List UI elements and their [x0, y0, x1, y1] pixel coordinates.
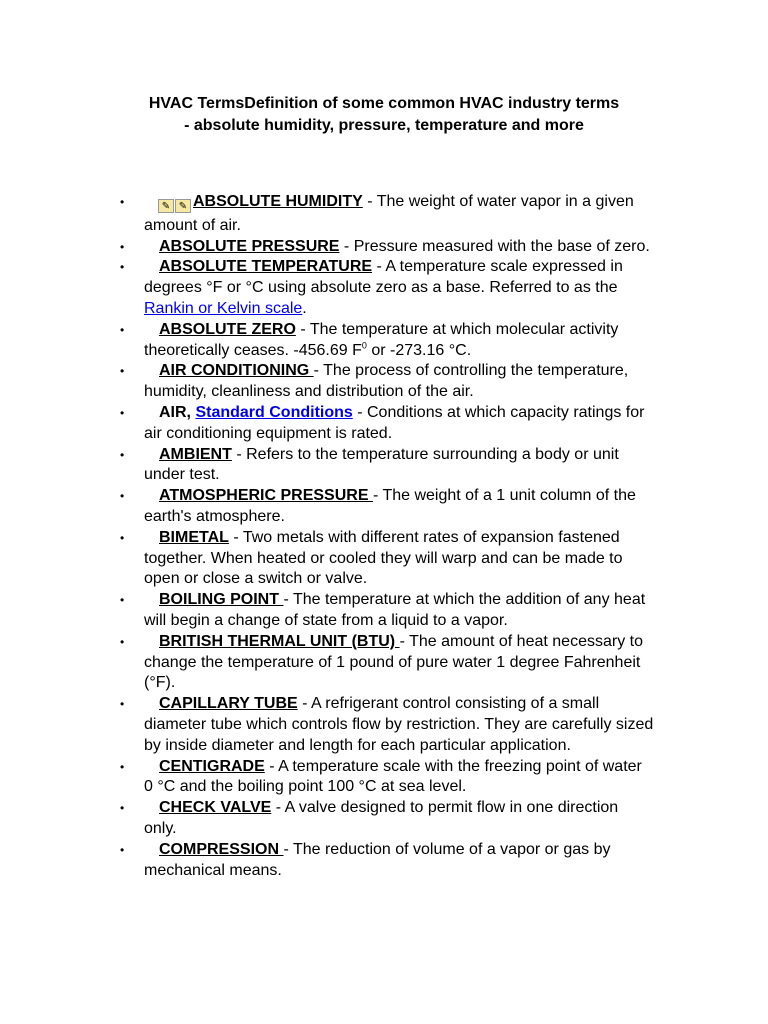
- list-item: [120, 257, 654, 319]
- list-item: [120, 632, 654, 694]
- bullet-icon: •: [120, 842, 125, 857]
- bullet-icon: •: [120, 195, 125, 209]
- bullet-icon: •: [120, 697, 125, 712]
- term-label: ATMOSPHERIC PRESSURE: [159, 487, 373, 505]
- term-definition: - The temperature at which molecular activity theoretically ceases. -456.69 F: [144, 320, 619, 359]
- list-item: [120, 361, 654, 403]
- term-label: ABSOLUTE PRESSURE: [159, 237, 340, 255]
- term-label: AMBIENT: [159, 445, 232, 463]
- bullet-icon: •: [120, 530, 125, 545]
- term-label: ABSOLUTE HUMIDITY: [193, 193, 363, 210]
- title-line-1: HVAC TermsDefinition of some common HVAC industry terms: [148, 95, 620, 112]
- superscript: 0: [361, 340, 367, 351]
- list-item: [120, 237, 654, 258]
- list-item: [120, 320, 654, 362]
- bullet-icon: •: [120, 801, 125, 816]
- term-label: CAPILLARY TUBE: [159, 695, 298, 713]
- term-definition: - A temperature scale expressed in degrees °F or °C using absolute zero as a base. Referred to as the: [144, 258, 623, 297]
- term-definition: - The weight of a 1 unit column of the earth's atmosphere.: [144, 487, 636, 525]
- list-item: [120, 486, 654, 528]
- term-label: BOILING POINT: [159, 591, 284, 609]
- term-definition: - Two metals with different rates of expansion fastened together. When heated or cooled they will warp and can be made to open or close a switch or valve.: [144, 528, 623, 588]
- list-item: [120, 757, 654, 799]
- term-definition: - The temperature at which the addition of any heat will begin a change of state from a liquid to a vapor.: [144, 591, 646, 629]
- list-item: [120, 528, 654, 590]
- term-label: COMPRESSION: [159, 840, 284, 858]
- bullet-icon: •: [120, 260, 125, 275]
- term-label: BIMETAL: [159, 528, 229, 546]
- rankin-kelvin-link[interactable]: Rankin or Kelvin scale: [144, 299, 303, 317]
- standard-conditions-link[interactable]: Standard Conditions: [195, 403, 353, 421]
- list-item: [120, 840, 654, 882]
- term-label: AIR CONDITIONING: [159, 362, 314, 380]
- bullet-icon: •: [120, 489, 125, 504]
- term-definition-end: or -273.16 °C.: [366, 341, 472, 359]
- title-line-2: - absolute humidity, pressure, temperature and more: [184, 117, 584, 134]
- list-item: [120, 192, 654, 237]
- list-item: [120, 590, 654, 632]
- term-definition: - Conditions at which capacity ratings for air conditioning equipment is rated.: [144, 403, 645, 442]
- bullet-icon: •: [120, 593, 125, 608]
- term-label: ABSOLUTE ZERO: [159, 320, 296, 338]
- list-item: [120, 694, 654, 756]
- term-label: CHECK VALVE: [159, 799, 272, 817]
- bullet-icon: •: [120, 322, 125, 337]
- term-definition: - A refrigerant control consisting of a small diameter tube which controls flow by restriction. They are carefully sized by inside diameter and length for each particular application.: [144, 695, 654, 754]
- term-definition: - The process of controlling the temperature, humidity, cleanliness and distribution of the air.: [144, 362, 629, 401]
- term-definition: - The reduction of volume of a vapor or gas by mechanical means.: [144, 840, 611, 879]
- term-definition: - The weight of water vapor in a given amount of air.: [144, 193, 634, 234]
- page-title: [60, 93, 708, 137]
- term-definition: - Pressure measured with the base of zero.: [339, 237, 650, 255]
- term-label: AIR,: [159, 403, 196, 421]
- bullet-icon: •: [120, 634, 125, 649]
- term-label: CENTIGRADE: [159, 757, 265, 775]
- bullet-icon: •: [120, 405, 125, 420]
- bullet-icon: •: [120, 447, 125, 462]
- term-label: ABSOLUTE TEMPERATURE: [159, 258, 373, 276]
- bullet-icon: •: [120, 759, 125, 774]
- edit-icons[interactable]: [158, 195, 192, 216]
- term-definition: - A valve designed to permit flow in one direction only.: [144, 799, 619, 837]
- term-definition-end: .: [302, 299, 307, 317]
- term-definition: - The amount of heat necessary to change the temperature of 1 pound of pure water 1 degree Fahrenheit (°F).: [144, 632, 643, 692]
- list-item: [120, 798, 654, 840]
- bullet-icon: •: [120, 239, 125, 254]
- term-definition: - Refers to the temperature surrounding a body or unit under test.: [144, 445, 619, 484]
- pencil-icon[interactable]: ✎: [158, 199, 174, 213]
- list-item: [120, 445, 654, 487]
- term-definition: - A temperature scale with the freezing point of water 0 °C and the boiling point 100 °C at sea level.: [144, 757, 642, 796]
- list-item: [120, 403, 654, 445]
- terms-list: [0, 192, 768, 881]
- pencil-icon[interactable]: ✎: [175, 199, 191, 213]
- term-label: BRITISH THERMAL UNIT (BTU): [159, 632, 400, 650]
- bullet-icon: •: [120, 364, 125, 379]
